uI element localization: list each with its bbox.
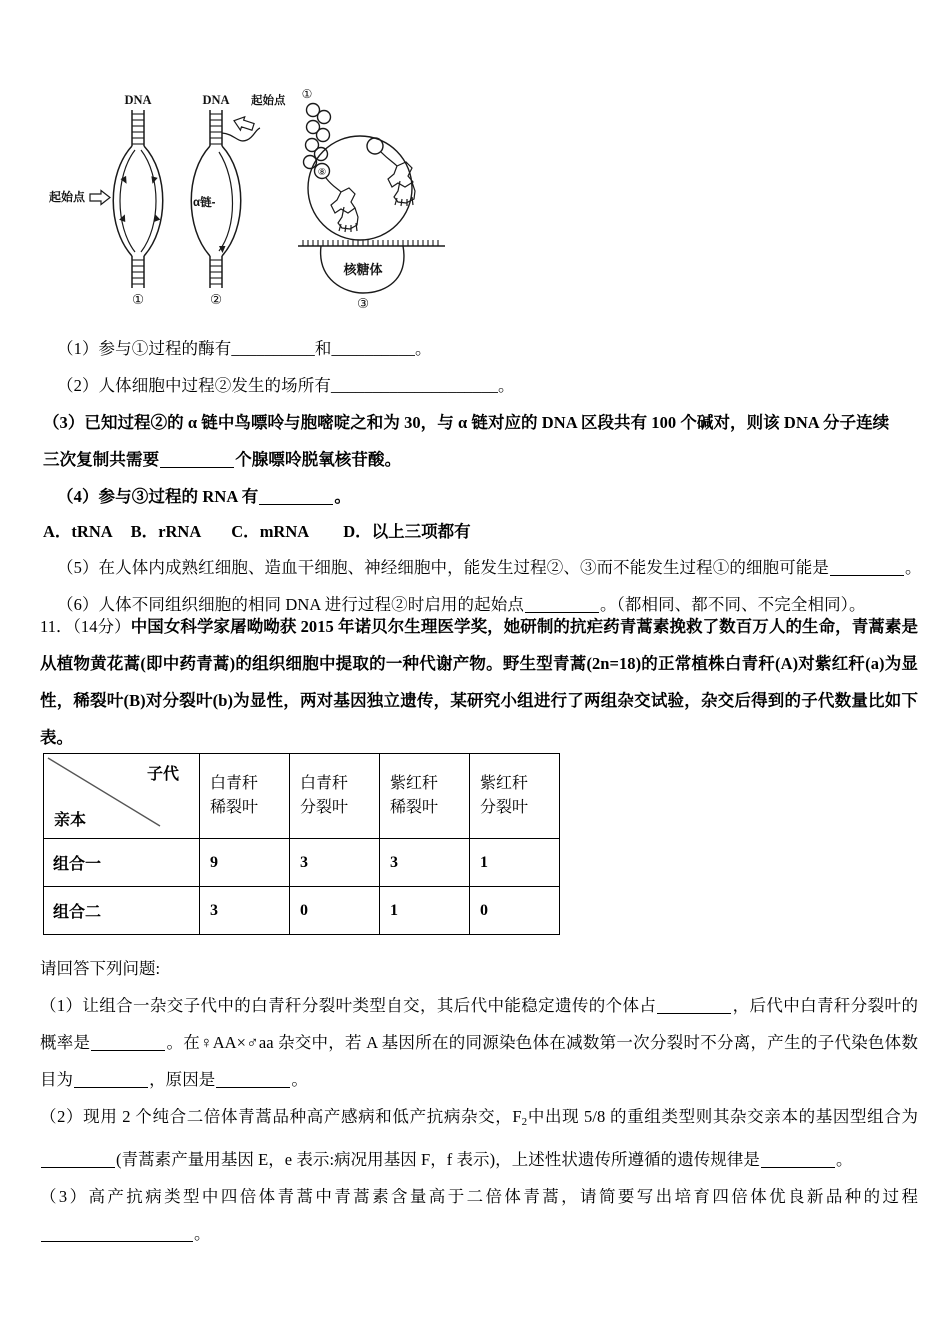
question-5 (43, 549, 922, 586)
col-header-1-line1: 白青秆 (210, 775, 259, 792)
origin-arrow-left (90, 191, 110, 205)
b2-seg2: 中出现 5/8 的重组类型则其杂交亲本的基因型组合为 (527, 1107, 918, 1126)
answer-blank[interactable] (41, 1167, 115, 1168)
figure-chain-marker: ① (301, 88, 313, 101)
answer-blank[interactable] (160, 467, 234, 468)
b1-seg5: 。 (291, 1070, 308, 1089)
option-d-label: D． (343, 522, 372, 541)
table-col-header-3 (380, 754, 470, 839)
figure-number-one: ① (131, 292, 145, 307)
table-col-header-2 (290, 754, 380, 839)
b3-seg2: 。 (194, 1224, 211, 1243)
question-5-post: 。 (904, 558, 922, 577)
col-header-1-line2: 稀裂叶 (210, 799, 259, 816)
question-3-line1: （3）已知过程②的 α 链中鸟嘌呤与胞嘧啶之和为 30，与 α 链对应的 DNA 区段共有 100 个碱对，则该 DNA 分子连续 (43, 413, 890, 432)
bottom-question-3 (40, 1178, 918, 1252)
col-header-3-line1: 紫红秆 (390, 775, 439, 792)
figure-label-origin-left: 起始点 (49, 190, 86, 204)
answer-blank[interactable] (216, 1087, 290, 1088)
b1-seg4: ，原因是 (149, 1070, 216, 1089)
origin-arrow-mid (232, 114, 255, 133)
option-a-label: A． (43, 522, 72, 541)
b1-seg3: 。在♀AA×♂aa 杂交中，若 A 基因所在的同源染色体在减数第一次分裂时不分离，产生的子代染色体数目为 (40, 1033, 918, 1089)
cell-r2c4: 0 (470, 887, 560, 935)
question-3 (43, 404, 915, 441)
cell-r2c2: 0 (290, 887, 380, 935)
col-header-2-line1: 白青秆 (300, 775, 349, 792)
multiple-choice-options (43, 515, 915, 549)
question-1-text: （1）参与①过程的酶有__________和__________。 (57, 339, 432, 358)
biology-diagram (45, 88, 465, 313)
table-corner-header (44, 754, 200, 839)
option-b-label: B． (130, 522, 159, 541)
table-row (44, 887, 560, 935)
cell-r1c1: 9 (200, 839, 290, 887)
answer-blank[interactable] (259, 504, 333, 505)
question-11-number: 11． (40, 617, 73, 636)
cell-r1c2: 3 (290, 839, 380, 887)
b1-seg2: ，后代中白青秆分裂叶的概率是 (40, 996, 918, 1052)
figure-number-two: ② (209, 292, 223, 307)
figure-number-three: ③ (356, 296, 370, 311)
option-c-text[interactable]: mRNA (259, 522, 310, 541)
col-header-2-line2: 分裂叶 (300, 799, 349, 816)
b2-seg1: （2）现用 2 个纯合二倍体青蒿品种高产感病和低产抗病杂交，F (40, 1107, 522, 1126)
col-header-4-line1: 紫红秆 (480, 775, 529, 792)
col-header-3-line2: 稀裂叶 (390, 799, 439, 816)
answer-prompt: 请回答下列问题: (40, 959, 161, 978)
answer-blank[interactable] (74, 1087, 148, 1088)
question-2 (43, 367, 915, 404)
answer-blank[interactable] (41, 1241, 193, 1242)
figure-label-alpha-chain: α链- (193, 197, 216, 209)
b3-seg1: （3）高产抗病类型中四倍体青蒿中青蒿素含量高于二倍体青蒿，请简要写出培育四倍体优良新品种的过程 (40, 1187, 918, 1206)
corner-label-offspring: 子代 (146, 766, 179, 783)
question-4 (43, 478, 915, 515)
bottom-questions (40, 950, 918, 1252)
cell-r2c3: 1 (380, 887, 470, 935)
table-header-row (44, 754, 560, 839)
b2-seg4: 。 (835, 1150, 853, 1169)
option-d-text[interactable]: 以上三项都有 (371, 522, 471, 541)
option-c-label: C． (231, 522, 260, 541)
answer-blank[interactable] (761, 1167, 835, 1168)
table-row (44, 839, 560, 887)
b1-seg1: （1）让组合一杂交子代中的白青秆分裂叶类型自交，其后代中能稳定遗传的个体占 (40, 996, 657, 1015)
question-4-post: 。 (334, 487, 351, 506)
question-3-line2-pre: 三次复制共需要 (43, 450, 160, 469)
question-5-pre: （5）在人体内成熟红细胞、造血干细胞、神经细胞中，能发生过程②、③而不能发生过程①的细胞可能是 (57, 558, 829, 577)
question-6-pre: （6）人体不同组织细胞的相同 DNA 进行过程②时启用的起始点 (57, 595, 524, 614)
question-11-score: （14分） (72, 617, 131, 636)
option-b-text[interactable]: rRNA (158, 522, 202, 541)
cell-r1c4: 1 (470, 839, 560, 887)
cross-results-table (43, 753, 560, 935)
row-label-1: 组合一 (44, 839, 200, 887)
figure-chain-marker-2: ⑧ (317, 167, 327, 178)
question-11-body: 中国女科学家屠呦呦获 2015 年诺贝尔生理医学奖，她研制的抗疟药青蒿素挽救了数百万人的生命，青蒿素是从植物黄花蒿(即中药青蒿)的组织细胞中提取的一种代谢产物。野生型青蒿(2n=18)的正常植株白青秆(A)对紫红秆(a)为显性，稀裂叶(B)对分裂叶(b)为显性，两对基因独立遗传，某研究小组进行了两组杂交试验，杂交后得到的子代数量比如下表。 (40, 617, 918, 747)
top-questions (43, 330, 922, 623)
cell-r1c3: 3 (380, 839, 470, 887)
figure-label-origin-mid: 起始点 (251, 95, 286, 107)
question-3-line2-post: 个腺嘌呤脱氧核苷酸。 (235, 450, 402, 469)
figure-label-dna-mid: DNA (202, 93, 230, 107)
answer-blank[interactable] (657, 1013, 731, 1014)
question-6-post: 。（都相同、都不同、不完全相同）。 (599, 595, 866, 614)
question-2-text: （2）人体细胞中过程②发生的场所有____________________。 (57, 376, 515, 395)
figure-label-dna-left: DNA (124, 93, 152, 107)
answer-blank[interactable] (830, 575, 904, 576)
row-label-2: 组合二 (44, 887, 200, 935)
col-header-4-line2: 分裂叶 (480, 799, 529, 816)
answer-blank[interactable] (91, 1050, 165, 1051)
b2-seg3: (青蒿素产量用基因 E，e 表示:病况用基因 F，f 表示)，上述性状遗传所遵循的遗传规律是 (116, 1150, 760, 1169)
question-11-stem (40, 608, 918, 756)
b2-subscript: 2 (521, 1116, 528, 1128)
figure-label-ribosome: 核糖体 (343, 262, 383, 277)
table-col-header-4 (470, 754, 560, 839)
table-col-header-1 (200, 754, 290, 839)
option-a-text[interactable]: tRNA (71, 522, 113, 541)
bottom-question-2 (40, 1098, 918, 1178)
corner-label-parent: 亲本 (54, 812, 87, 829)
question-1 (43, 330, 915, 367)
question-3-cont (43, 441, 915, 478)
bottom-question-1 (40, 987, 918, 1098)
question-4-pre: （4）参与③过程的 RNA 有 (57, 487, 259, 506)
cell-r2c1: 3 (200, 887, 290, 935)
